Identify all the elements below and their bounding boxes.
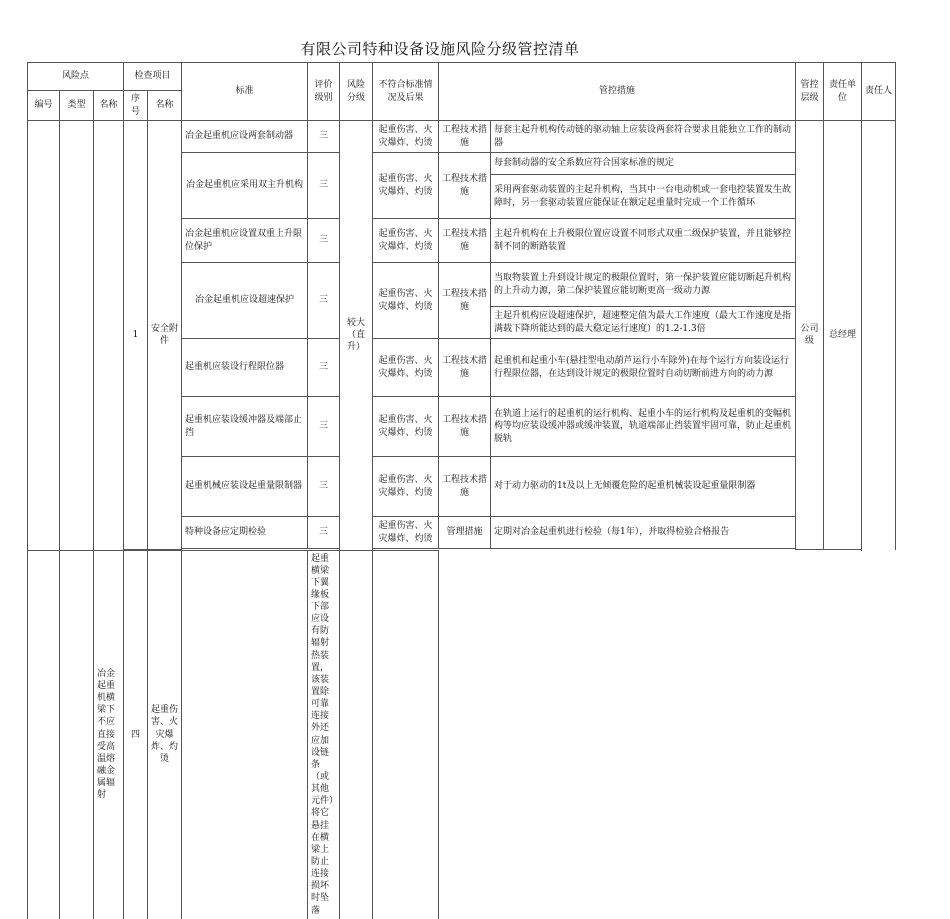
consequence-cell: 起重伤害、火灾爆炸、灼烫 [148, 550, 182, 919]
measure-cell: 对于动力驱动的1t及以上无倾覆危险的起重机械装设起重量限制器 [491, 457, 796, 517]
consequence-cell: 起重伤害、火灾爆炸、灼烫 [373, 219, 439, 263]
measure-type-cell: 工程技术措施 [439, 397, 491, 457]
consequence-cell: 起重伤害、火灾爆炸、灼烫 [373, 517, 439, 549]
measure-type-cell [182, 550, 308, 919]
eval-cell: 三 [308, 121, 340, 153]
measure-type-cell: 工程技术措施 [439, 153, 491, 219]
measure-cell: 每套制动器的安全系数应符合国家标准的规定 [491, 153, 796, 175]
page-title: 有限公司特种设备设施风险分级管控清单 [300, 40, 580, 58]
header-risk-level: 风险分级 [340, 63, 373, 121]
name-cell [94, 121, 124, 551]
table-row [28, 121, 896, 153]
consequence-cell: 起重伤害、火灾爆炸、灼烫 [373, 153, 439, 219]
measure-cell: 主起升机构应设超速保护，超速整定值为最大工作速度（最大工作速度是指满载下降所能达到的最大稳定运行速度）的1.2-1.3倍 [491, 307, 796, 339]
measure-type-cell: 工程技术措施 [439, 457, 491, 517]
measure-type-cell: 工程技术措施 [439, 121, 491, 153]
header-seq: 序号 [124, 91, 148, 121]
group-name: 安全附件 [148, 121, 182, 550]
risk-level-cell: 较大（直升） [340, 121, 373, 551]
measure-cell: 当取物装置上升到设计规定的极限位置时，第一保护装置应能切断起升机构的上升动力源，第二保护装置应能切断更高一级动力源 [491, 263, 796, 307]
standard-cell: 冶金起重机应采用双主升机构 [182, 153, 308, 219]
eval-cell: 三 [308, 153, 340, 219]
consequence-cell: 起重伤害、火灾爆炸、灼烫 [373, 457, 439, 517]
measure-cell: 起重横梁下翼缘板下部应设有防辐射热装置，该装置除可靠连接外还应加设链条（或其他元件）将它悬挂在横梁上防止连接损坏时坠落 [308, 550, 340, 919]
eval-cell: 三 [308, 219, 340, 263]
measure-cell: 采用两套驱动装置的主起升机构，当其中一台电动机或一套电控装置发生故障时，另一套驱动装置应能保证在额定起重量时完成一个工作循环 [491, 175, 796, 219]
standard-cell: 冶金起重机横梁下不应直接受高温熔融金属辐射 [94, 550, 124, 919]
measure-type-cell: 工程技术措施 [439, 263, 491, 339]
item-name-cell [60, 550, 94, 919]
measure-cell: 每套主起升机构传动链的驱动轴上应装设两套符合要求且能独立工作的制动器 [491, 121, 796, 153]
consequence-cell: 起重伤害、火灾爆炸、灼烫 [373, 263, 439, 339]
consequence-cell: 起重伤害、火灾爆炸、灼烫 [373, 397, 439, 457]
measure-type-cell: 工程技术措施 [439, 339, 491, 397]
standard-cell: 冶金起重机应设两套制动器 [182, 121, 308, 153]
standard-cell: 起重机应装设缓冲器及端部止挡 [182, 397, 308, 457]
eval-cell: 三 [308, 397, 340, 457]
group-seq: 1 [124, 121, 148, 550]
header-type: 类型 [60, 91, 94, 121]
control-tier-cell [340, 550, 373, 919]
measure-cell: 在轨道上运行的起重机的运行机构、起重小车的运行机构及起重机的变幅机构等均应装设缓冲器或缓冲装置，轨道端部止挡装置牢固可靠，防止起重机脱轨 [491, 397, 796, 457]
type-cell [60, 121, 94, 551]
measure-cell: 定期对冶金起重机进行检验（每1年），并取得检验合格报告 [491, 517, 796, 549]
eval-cell: 三 [308, 263, 340, 339]
standard-cell: 冶金起重机应设置双重上升限位保护 [182, 219, 308, 263]
seq-cell [28, 550, 60, 919]
standard-cell: 起重机械应装设起重量限制器 [182, 457, 308, 517]
resp-unit-cell [373, 550, 439, 919]
header-check-item: 检查项目 [124, 63, 182, 91]
header-control-measures: 管控措施 [439, 63, 796, 121]
eval-cell: 四 [124, 550, 148, 919]
header-item-name: 名称 [148, 91, 182, 121]
code-cell [28, 121, 60, 551]
consequence-cell: 起重伤害、火灾爆炸、灼烫 [373, 339, 439, 397]
measure-cell: 主起升机构在上升极限位置应设置不同形式双重二级保护装置，并且能够控制不同的断路装置 [491, 219, 796, 263]
control-tier-cell: 公司级 [796, 121, 824, 550]
header-control-tier: 管控层级 [796, 63, 824, 121]
header-risk-point: 风险点 [28, 63, 124, 91]
standard-cell: 冶金起重机应设超速保护 [182, 263, 308, 339]
standard-cell: 特种设备应定期检验 [182, 517, 308, 549]
measure-type-cell: 管理措施 [439, 517, 491, 549]
standard-cell: 起重机应装设行程限位器 [182, 339, 308, 397]
resp-unit-cell: 总经理 [824, 121, 862, 550]
risk-control-table [27, 62, 896, 919]
measure-type-cell: 工程技术措施 [439, 219, 491, 263]
header-nonconform: 不符合标准情况及后果 [373, 63, 439, 121]
table-row [28, 550, 896, 919]
header-eval-level: 评价级别 [308, 63, 340, 121]
header-resp-unit: 责任单位 [824, 63, 862, 121]
header-code: 编号 [28, 91, 60, 121]
eval-cell: 三 [308, 339, 340, 397]
header-standard: 标准 [182, 63, 308, 121]
eval-cell: 三 [308, 517, 340, 549]
resp-person-cell [862, 121, 896, 551]
measure-cell: 起重机和起重小车(悬挂型电动葫芦运行小车除外)在每个运行方向装设运行行程限位器，在达到设计规定的极限位置时自动切断前进方向的动力源 [491, 339, 796, 397]
eval-cell: 三 [308, 457, 340, 517]
header-row-1 [28, 63, 896, 91]
header-name: 名称 [94, 91, 124, 121]
consequence-cell: 起重伤害、火灾爆炸、灼烫 [373, 121, 439, 153]
header-resp-person: 责任人 [862, 63, 896, 121]
